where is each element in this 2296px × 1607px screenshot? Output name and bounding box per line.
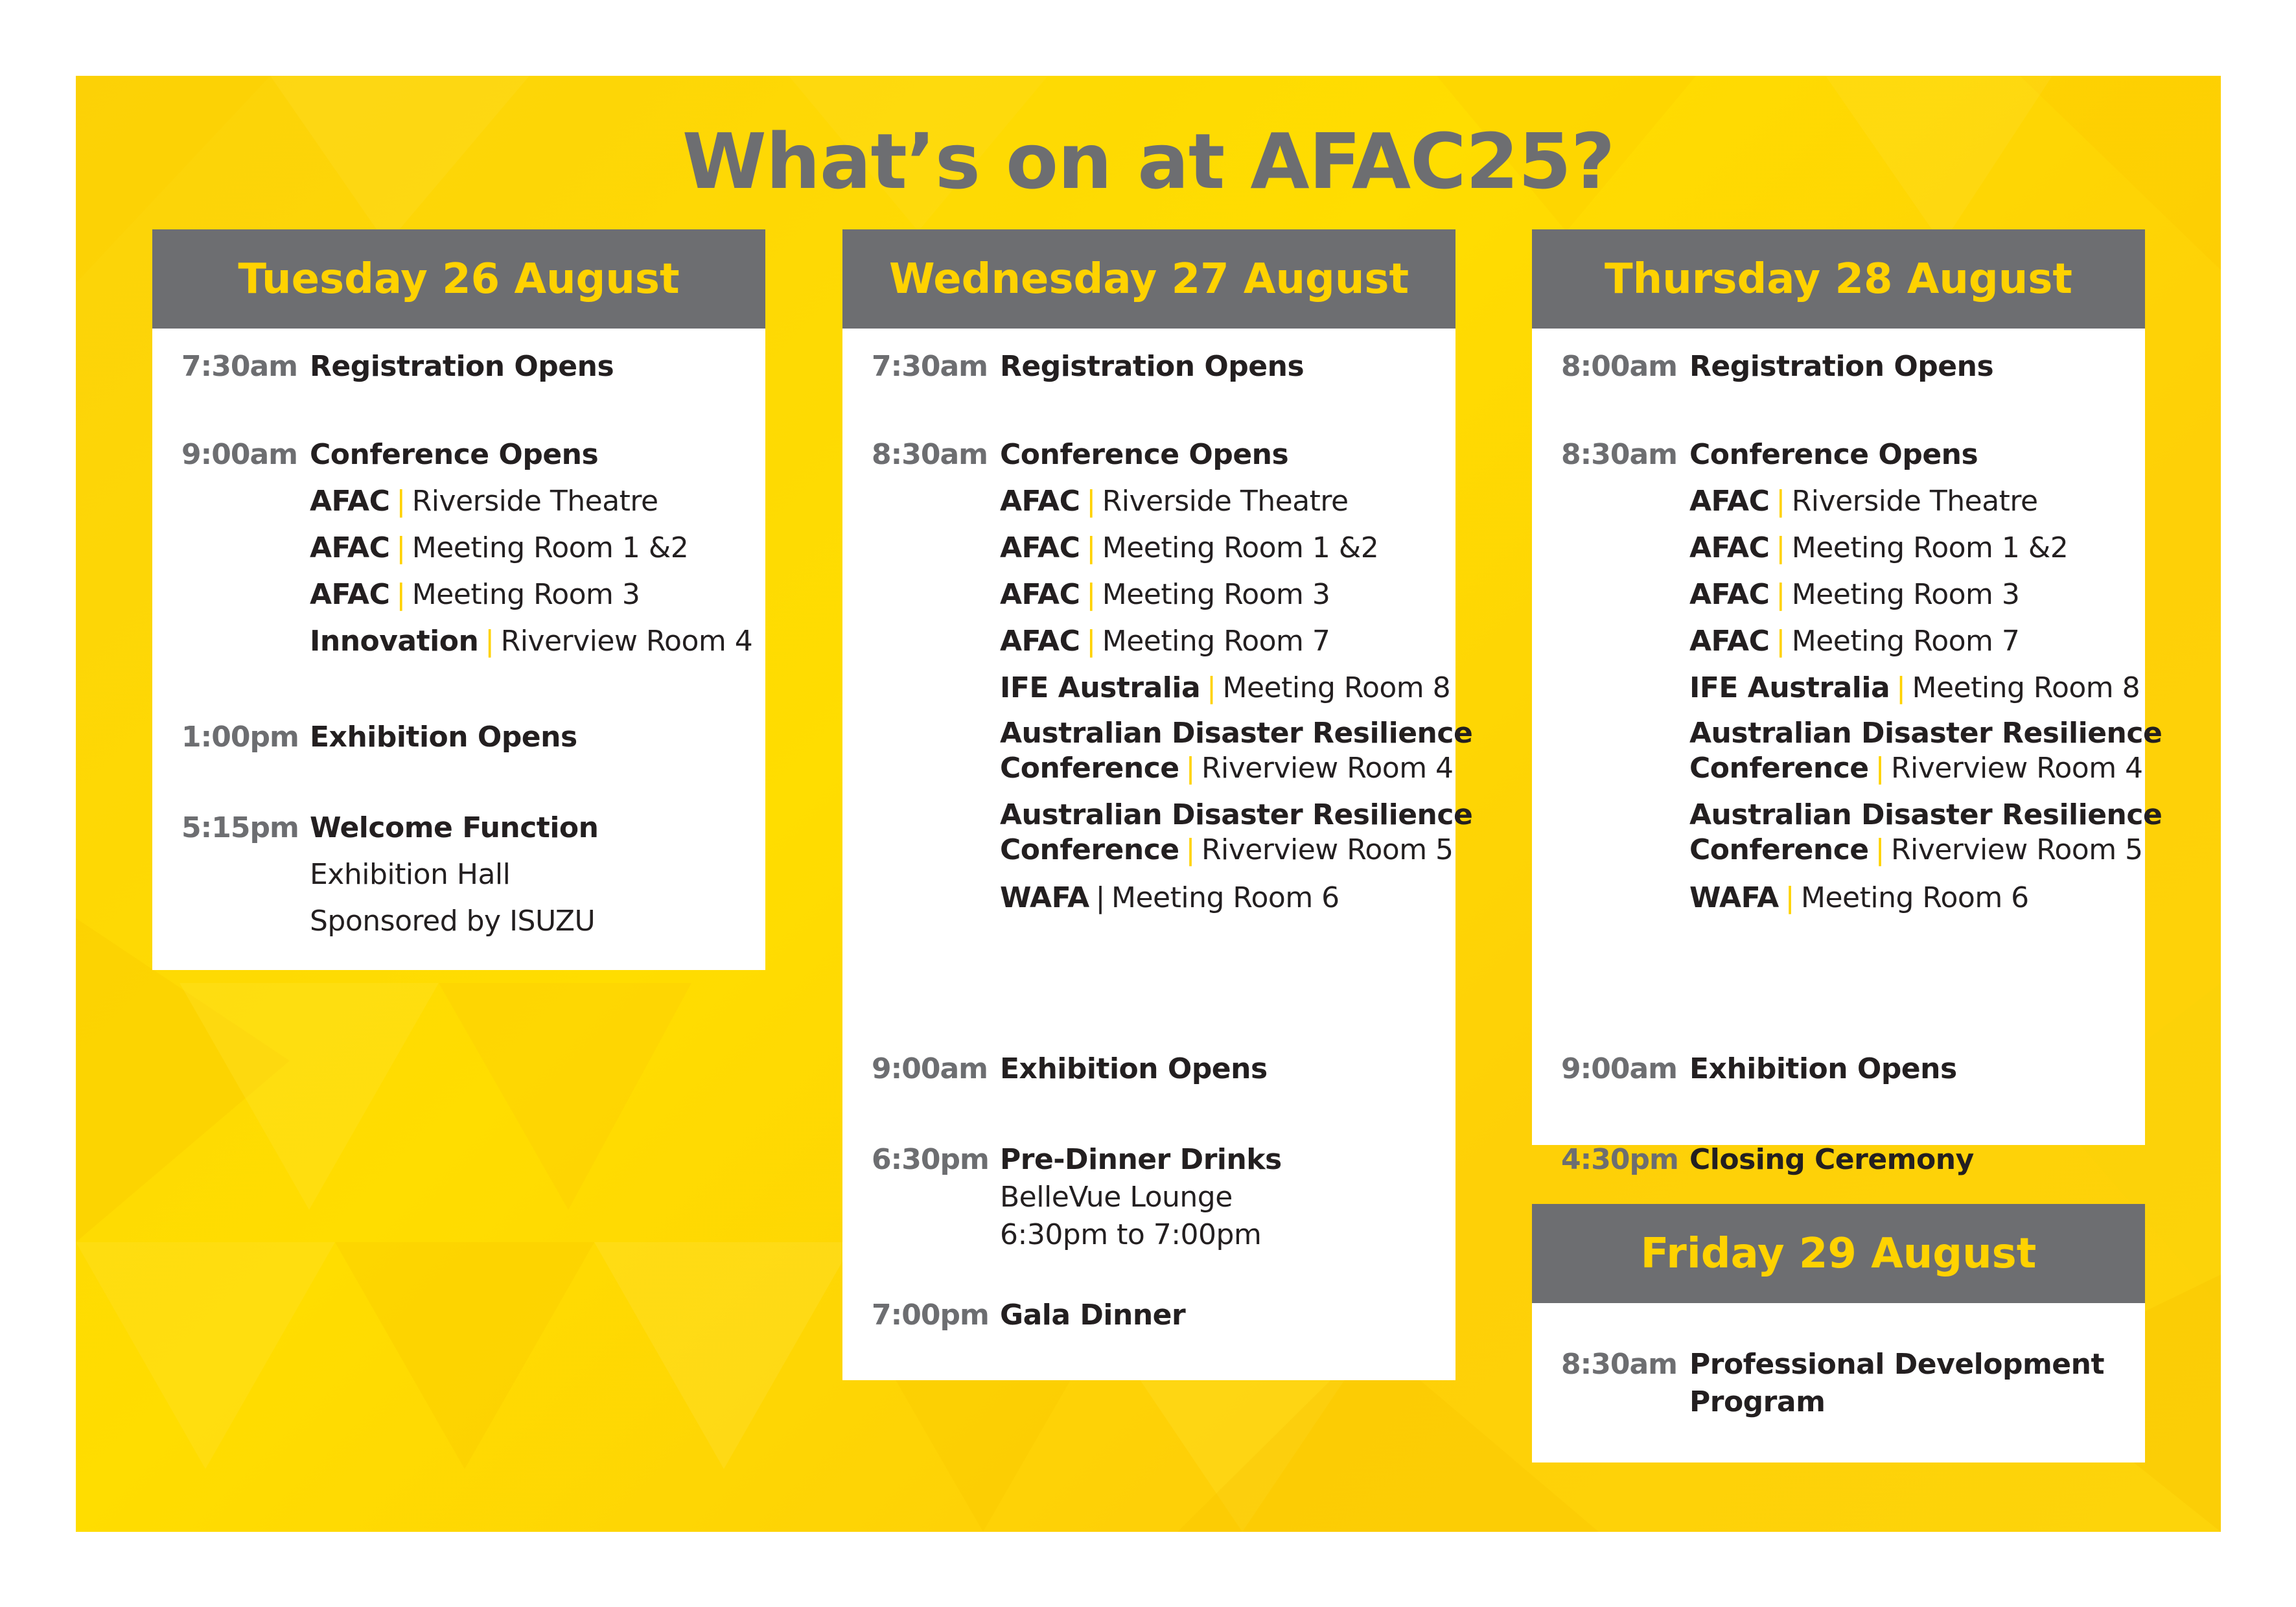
separator: | <box>1776 578 1785 611</box>
separator: | <box>1086 485 1096 518</box>
page-title: What’s on at AFAC25? <box>682 117 1615 206</box>
session-room: Meeting Room 3 <box>1791 578 2020 611</box>
session-org: Australian Disaster Resilience <box>1000 798 1473 831</box>
session-org: AFAC <box>1689 578 1770 611</box>
session-venue <box>1689 623 2139 669</box>
session-org: AFAC <box>1000 485 1080 518</box>
event-time: 9:00am <box>181 438 297 471</box>
session-room: Meeting Room 8 <box>1912 671 2140 704</box>
session-venue <box>1689 669 2139 716</box>
session-room: Meeting Room 1 &2 <box>412 531 689 564</box>
session-room: Riverside Theatre <box>412 485 658 518</box>
event-title: Conference Opens <box>1000 438 1289 471</box>
session-org: Conference <box>1000 833 1179 866</box>
session-org: WAFA <box>1000 881 1089 914</box>
session-room: Riverside Theatre <box>1102 485 1349 518</box>
session-room: Meeting Room 3 <box>412 578 640 611</box>
session-org: AFAC <box>1000 531 1080 564</box>
event-title: Gala Dinner <box>1000 1299 1186 1332</box>
event-title: Closing Ceremony <box>1689 1143 1974 1176</box>
separator: | <box>1095 881 1105 914</box>
session-room: Riverview Room 4 <box>1201 752 1454 785</box>
session-org: Conference <box>1000 752 1179 785</box>
session-venue <box>1000 669 1449 716</box>
day-panel-tuesday <box>152 229 765 970</box>
separator: | <box>1185 833 1195 866</box>
session-venue <box>1000 576 1449 623</box>
separator: | <box>1875 833 1884 866</box>
session-room: Riverview Room 4 <box>1890 752 2143 785</box>
separator: | <box>1776 485 1785 518</box>
event-title: Registration Opens <box>310 350 614 383</box>
session-org: AFAC <box>1689 531 1770 564</box>
day-panel-thursday <box>1532 229 2163 1176</box>
session-room: Riverview Room 5 <box>1890 833 2143 866</box>
session-org: AFAC <box>310 531 390 564</box>
session-venue <box>1689 833 2143 879</box>
session-venue <box>1689 751 2143 798</box>
event-title: Welcome Function <box>310 811 599 844</box>
event-time: 8:30am <box>1561 438 1677 471</box>
event-title: Conference Opens <box>1689 438 1978 471</box>
session-venue <box>1000 623 1449 669</box>
event-time: 8:30am <box>1561 1348 1677 1381</box>
session-venue <box>1000 529 1449 576</box>
event-time: 9:00am <box>1561 1052 1677 1085</box>
poster-background <box>76 76 2221 1532</box>
session-room: Meeting Room 8 <box>1222 671 1451 704</box>
session-org: AFAC <box>1689 625 1770 658</box>
event-title: Registration Opens <box>1000 350 1305 383</box>
event-title: Exhibition Opens <box>1000 1052 1268 1085</box>
session-org: Australian Disaster Resilience <box>1689 798 2163 831</box>
day-panel-friday <box>1532 1204 2145 1462</box>
separator: | <box>1776 531 1785 564</box>
event-detail: BelleVue Lounge <box>1000 1181 1233 1214</box>
event-title: Registration Opens <box>1689 350 1994 383</box>
session-room: Riverview Room 5 <box>1201 833 1454 866</box>
separator: | <box>1785 881 1794 914</box>
session-venue <box>310 529 759 576</box>
event-title: Conference Opens <box>310 438 599 471</box>
separator: | <box>1086 578 1096 611</box>
session-venue <box>1000 833 1454 879</box>
event-time: 6:30pm <box>872 1143 989 1176</box>
day-heading-thursday: Thursday 28 August <box>1532 229 2145 329</box>
event-title: Program <box>1689 1385 1826 1418</box>
session-org: Conference <box>1689 752 1869 785</box>
separator: | <box>1185 752 1195 785</box>
session-org: AFAC <box>1000 578 1080 611</box>
session-venue <box>1000 751 1454 798</box>
session-org: Innovation <box>310 625 479 658</box>
session-room: Meeting Room 3 <box>1102 578 1330 611</box>
session-org: AFAC <box>310 578 390 611</box>
session-venue <box>1689 576 2139 623</box>
session-venue <box>1689 879 2139 917</box>
event-title: Professional Development <box>1689 1348 2105 1381</box>
session-venue <box>310 483 759 529</box>
session-venue <box>310 576 759 623</box>
event-time: 1:00pm <box>181 721 299 754</box>
session-org: Conference <box>1689 833 1869 866</box>
session-venue <box>1000 483 1449 529</box>
session-room: Meeting Room 1 &2 <box>1102 531 1379 564</box>
event-detail: Sponsored by ISUZU <box>310 905 596 938</box>
separator: | <box>1207 671 1216 704</box>
session-venue <box>1689 483 2139 529</box>
session-org: Australian Disaster Resilience <box>1000 717 1473 750</box>
event-time: 8:30am <box>872 438 988 471</box>
event-title: Exhibition Opens <box>310 721 577 754</box>
session-org: WAFA <box>1689 881 1779 914</box>
separator: | <box>1086 531 1096 564</box>
session-room: Meeting Room 1 &2 <box>1791 531 2069 564</box>
day-heading-tuesday: Tuesday 26 August <box>152 229 765 329</box>
separator: | <box>1896 671 1906 704</box>
event-time: 8:00am <box>1561 350 1677 383</box>
session-org: AFAC <box>1000 625 1080 658</box>
separator: | <box>396 531 406 564</box>
session-org: AFAC <box>310 485 390 518</box>
session-room: Meeting Room 7 <box>1102 625 1330 658</box>
separator: | <box>1875 752 1884 785</box>
event-title: Exhibition Opens <box>1689 1052 1957 1085</box>
event-time: 7:30am <box>181 350 297 383</box>
event-time: 7:30am <box>872 350 988 383</box>
session-venue <box>1000 879 1449 917</box>
event-detail: 6:30pm to 7:00pm <box>1000 1218 1262 1251</box>
separator: | <box>1086 625 1096 658</box>
day-heading-wednesday: Wednesday 27 August <box>842 229 1455 329</box>
separator: | <box>1776 625 1785 658</box>
day-panel-wednesday <box>842 229 1473 1380</box>
event-time: 7:00pm <box>872 1299 989 1332</box>
event-time: 9:00am <box>872 1052 988 1085</box>
event-detail: Exhibition Hall <box>310 858 511 891</box>
separator: | <box>396 578 406 611</box>
session-room: Riverview Room 4 <box>500 625 753 658</box>
event-time: 4:30pm <box>1561 1143 1678 1176</box>
session-venue <box>1689 529 2139 576</box>
day-heading-friday: Friday 29 August <box>1532 1204 2145 1303</box>
session-venue <box>310 623 759 669</box>
event-title: Pre-Dinner Drinks <box>1000 1143 1282 1176</box>
session-room: Riverside Theatre <box>1791 485 2038 518</box>
session-org: Australian Disaster Resilience <box>1689 717 2163 750</box>
session-room: Meeting Room 7 <box>1791 625 2020 658</box>
session-room: Meeting Room 6 <box>1111 881 1339 914</box>
session-org: AFAC <box>1689 485 1770 518</box>
separator: | <box>485 625 494 658</box>
session-room: Meeting Room 6 <box>1801 881 2029 914</box>
separator: | <box>396 485 406 518</box>
session-org: IFE Australia <box>1000 671 1201 704</box>
event-time: 5:15pm <box>181 811 299 844</box>
session-org: IFE Australia <box>1689 671 1890 704</box>
